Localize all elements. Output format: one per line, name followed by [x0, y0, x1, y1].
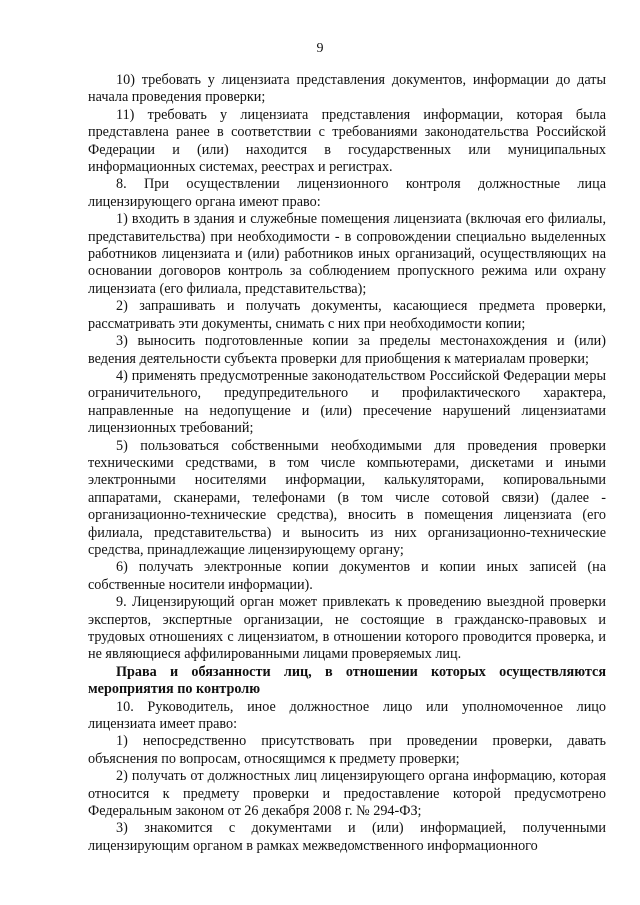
paragraph-10-licensee-rights: 10. Руководитель, иное должностное лицо или уполномоченное лицо лицензиата имеет право:: [88, 698, 606, 733]
paragraph-right-1-enter-premises: 1) входить в здания и служебные помещения лицензиата (включая его филиалы, представительства) при необходимости - в сопровождении специально выделенных работников лицензиата и (или) работников иных организаций, осуществляющих на основании договоров контроль за соблюдением пропускного режима или охрану лицензиата (его филиала, представительства);: [88, 211, 606, 297]
paragraph-right-5-technical-means: 5) пользоваться собственными необходимыми для проведения проверки техническими средствами, в том числе компьютерами, дискетами и иными электронными носителями информации, калькуляторами, копировальными аппаратами, сканерами, телефонами (в том числе сотовой связи) (далее - организационно-технические средства), вносить в помещения лицензиата (его филиала, представительства) и выносить из них организационно-технические средства, принадлежащие лицензирующему органу;: [88, 437, 606, 558]
paragraph-licensee-right-2-receive-info: 2) получать от должностных лиц лицензирующего органа информацию, которая относится к предмету проверки и предоставление которой предусмотрено Федеральным законом от 26 декабря 2008 г. № 294-ФЗ;: [88, 768, 606, 820]
paragraph-licensee-right-1-attend: 1) непосредственно присутствовать при проведении проверки, давать объяснения по вопросам, относящимся к предмету проверки;: [88, 733, 606, 767]
paragraph-right-2-request-documents: 2) запрашивать и получать документы, касающиеся предмета проверки, рассматривать эти документы, снимать с них при необходимости копии;: [88, 298, 606, 332]
paragraph-8-officials-rights: 8. При осуществлении лицензионного контроля должностные лица лицензирующего органа имеют право:: [88, 176, 606, 210]
page-number: 9: [316, 41, 324, 56]
paragraph-9-experts: 9. Лицензирующий орган может привлекать к проведению выездной проверки экспертов, экспертные организации, не состоящие в гражданско-правовых и трудовых отношениях с лицензиатом, в отношении которого проводится проверка, и не являющиеся аффилированными лицами проверяемых лиц.: [88, 594, 606, 663]
paragraph-right-6-electronic-copies: 6) получать электронные копии документов и копии иных записей (на собственные носители информации).: [88, 559, 606, 593]
paragraph-right-4-apply-measures: 4) применять предусмотренные законодательством Российской Федерации меры ограничительного, предупредительного и профилактического характера, направленные на недопущение и (или) пресечение нарушений лицензиатами лицензионных требований;: [88, 367, 606, 437]
section-heading-rights-and-obligations: Права и обязанности лиц, в отношении которых осуществляются мероприятия по контролю: [88, 663, 606, 698]
paragraph-licensee-right-3-review-documents: 3) знакомится с документами и (или) информацией, полученными лицензирующим органом в рамках межведомственного информационного: [88, 820, 606, 854]
paragraph-10-demand-documents: 10) требовать у лицензиата представления документов, информации до даты начала проведения проверки;: [88, 72, 606, 106]
paragraph-11-demand-information: 11) требовать у лицензиата представления информации, которая была представлена ранее в соответствии с требованиями законодательства Российской Федерации и (или) находится в государственных или муниципальных информационных системах, реестрах и регистрах.: [88, 106, 606, 176]
paragraph-right-3-take-copies: 3) выносить подготовленные копии за пределы местонахождения и (или) ведения деятельности субъекта проверки для приобщения к материалам проверки;: [88, 333, 606, 367]
